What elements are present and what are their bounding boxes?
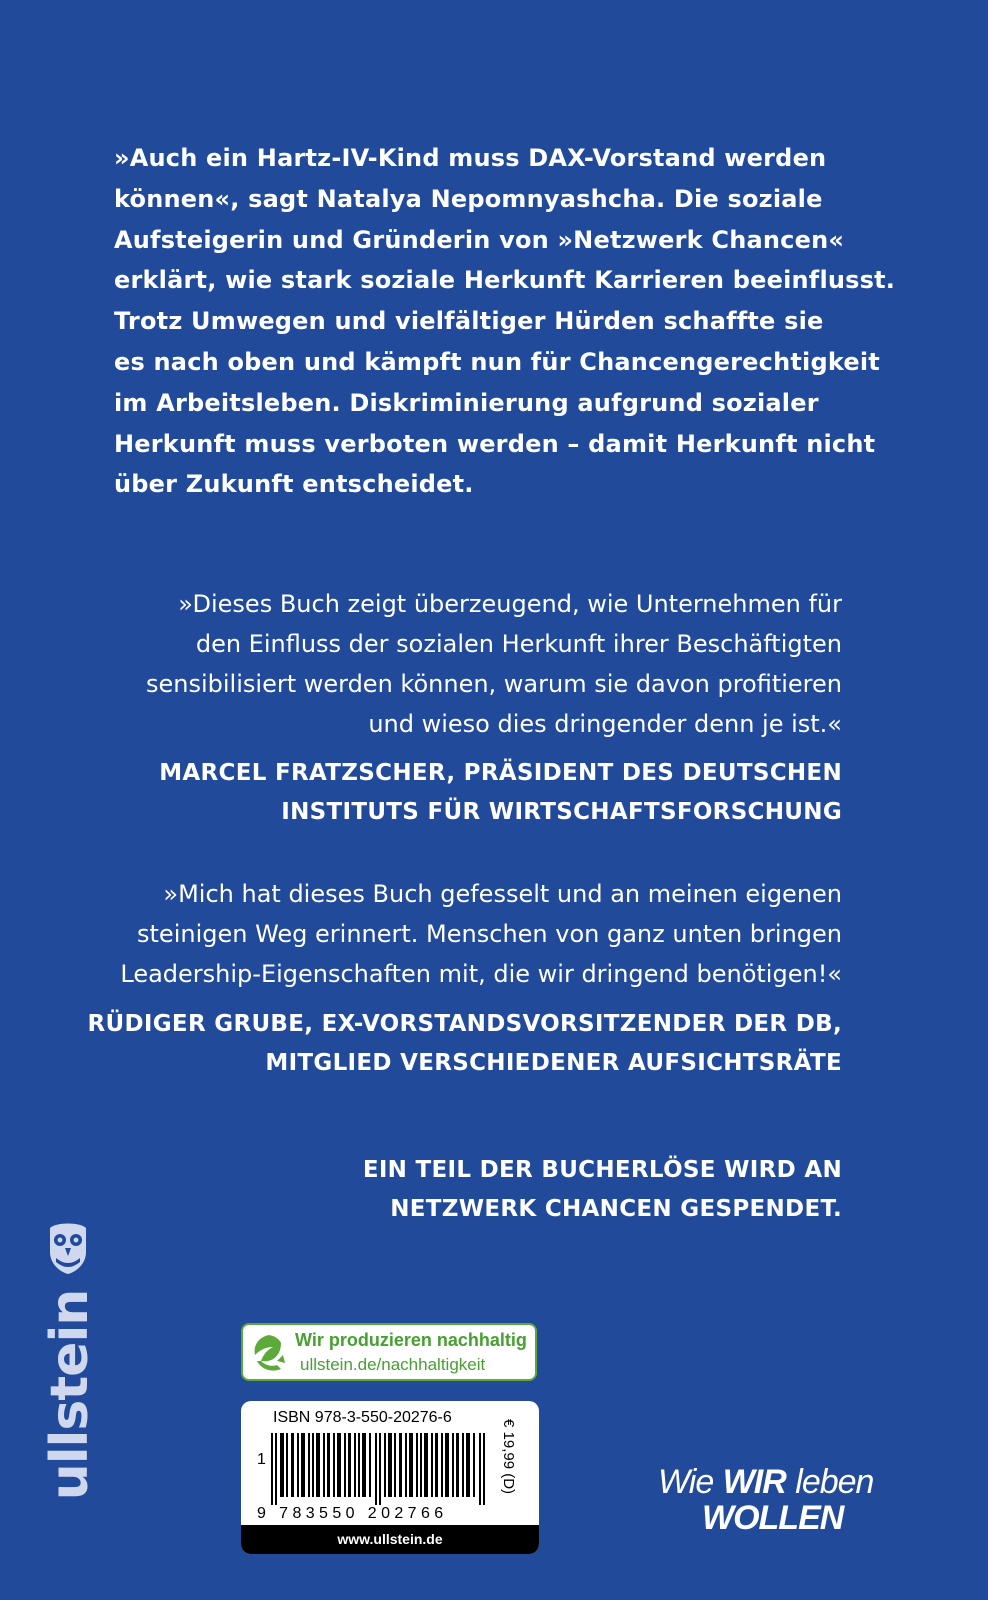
sustainability-title: Wir produzieren nachhaltig xyxy=(295,1330,527,1350)
blurb-line: erklärt, wie stark soziale Herkunft Karrieren beeinflusst. xyxy=(114,266,896,295)
donation-note xyxy=(363,1151,842,1229)
blurb-line: im Arbeitsleben. Diskriminierung aufgrund sozialer xyxy=(114,388,819,417)
barcode-bars xyxy=(271,1433,487,1505)
publisher-logo-text: ullstein xyxy=(40,1289,100,1501)
blurb-line: Trotz Umwegen und vielfältiger Hürden schaffte sie xyxy=(114,307,824,336)
donation-line: NETZWERK CHANCEN GESPENDET. xyxy=(390,1196,842,1222)
blurb-line: können«, sagt Natalya Nepomnyashcha. Die soziale xyxy=(114,184,823,213)
series-word: Wie xyxy=(658,1463,714,1501)
quote-attribution-fratzscher xyxy=(159,754,842,832)
quote-line: den Einfluss der sozialen Herkunft ihrer Beschäftigten xyxy=(195,630,842,658)
attribution-line: MARCEL FRATZSCHER, PRÄSIDENT DES DEUTSCHEN xyxy=(159,760,842,786)
isbn-barcode-box xyxy=(241,1401,539,1554)
series-word: WOLLEN xyxy=(702,1499,844,1537)
owl-icon xyxy=(46,1222,90,1276)
blurb-line: über Zukunft entscheidet. xyxy=(114,470,474,499)
isbn-number: ISBN 978-3-550-20276-6 xyxy=(273,1409,452,1426)
quote-line: Leadership-Eigenschaften mit, die wir dringend benötigen!« xyxy=(120,960,842,988)
review-quote-grube xyxy=(120,874,842,994)
quote-attribution-grube xyxy=(88,1005,842,1083)
blurb-line: es nach oben und kämpft nun für Chancengerechtigkeit xyxy=(114,347,880,376)
series-word: WIR xyxy=(722,1463,786,1501)
series-word: leben xyxy=(795,1463,874,1501)
back-cover-blurb xyxy=(114,138,896,505)
quote-line: steinigen Weg erinnert. Menschen von ganz unten bringen xyxy=(137,920,842,948)
price-label: € 19,99 (D) xyxy=(500,1419,517,1495)
attribution-line: RÜDIGER GRUBE, EX-VORSTANDSVORSITZENDER DER DB, xyxy=(87,1011,842,1037)
sustainability-badge xyxy=(241,1323,537,1381)
blurb-line: »Auch ein Hartz-IV-Kind muss DAX-Vorstand werden xyxy=(114,144,827,172)
quote-line: »Mich hat dieses Buch gefesselt und an meinen eigenen xyxy=(163,880,842,908)
series-logo xyxy=(658,1464,888,1536)
blurb-line: Aufsteigerin und Gründerin von »Netzwerk Chancen« xyxy=(114,225,845,254)
quote-line: und wieso dies dringender denn je ist.« xyxy=(368,710,842,738)
recycle-leaf-icon xyxy=(247,1331,291,1375)
donation-line: EIN TEIL DER BUCHERLÖSE WIRD AN xyxy=(362,1157,842,1183)
sustainability-url: ullstein.de/nachhaltigkeit xyxy=(300,1355,486,1374)
review-quote-fratzscher xyxy=(146,584,842,744)
quote-line: sensibilisiert werden können, warum sie davon profitieren xyxy=(146,670,842,698)
barcode-prefix-digit: 1 xyxy=(257,1451,266,1468)
blurb-line: Herkunft muss verboten werden – damit Herkunft nicht xyxy=(114,429,876,458)
attribution-line: MITGLIED VERSCHIEDENER AUFSICHTSRÄTE xyxy=(265,1050,842,1076)
quote-line: »Dieses Buch zeigt überzeugend, wie Unternehmen für xyxy=(178,590,842,618)
barcode-digits: 9 783550 202766 xyxy=(257,1505,448,1522)
publisher-logo xyxy=(40,1225,100,1565)
publisher-website: www.ullstein.de xyxy=(241,1525,539,1554)
attribution-line: INSTITUTS FÜR WIRTSCHAFTSFORSCHUNG xyxy=(281,799,842,825)
